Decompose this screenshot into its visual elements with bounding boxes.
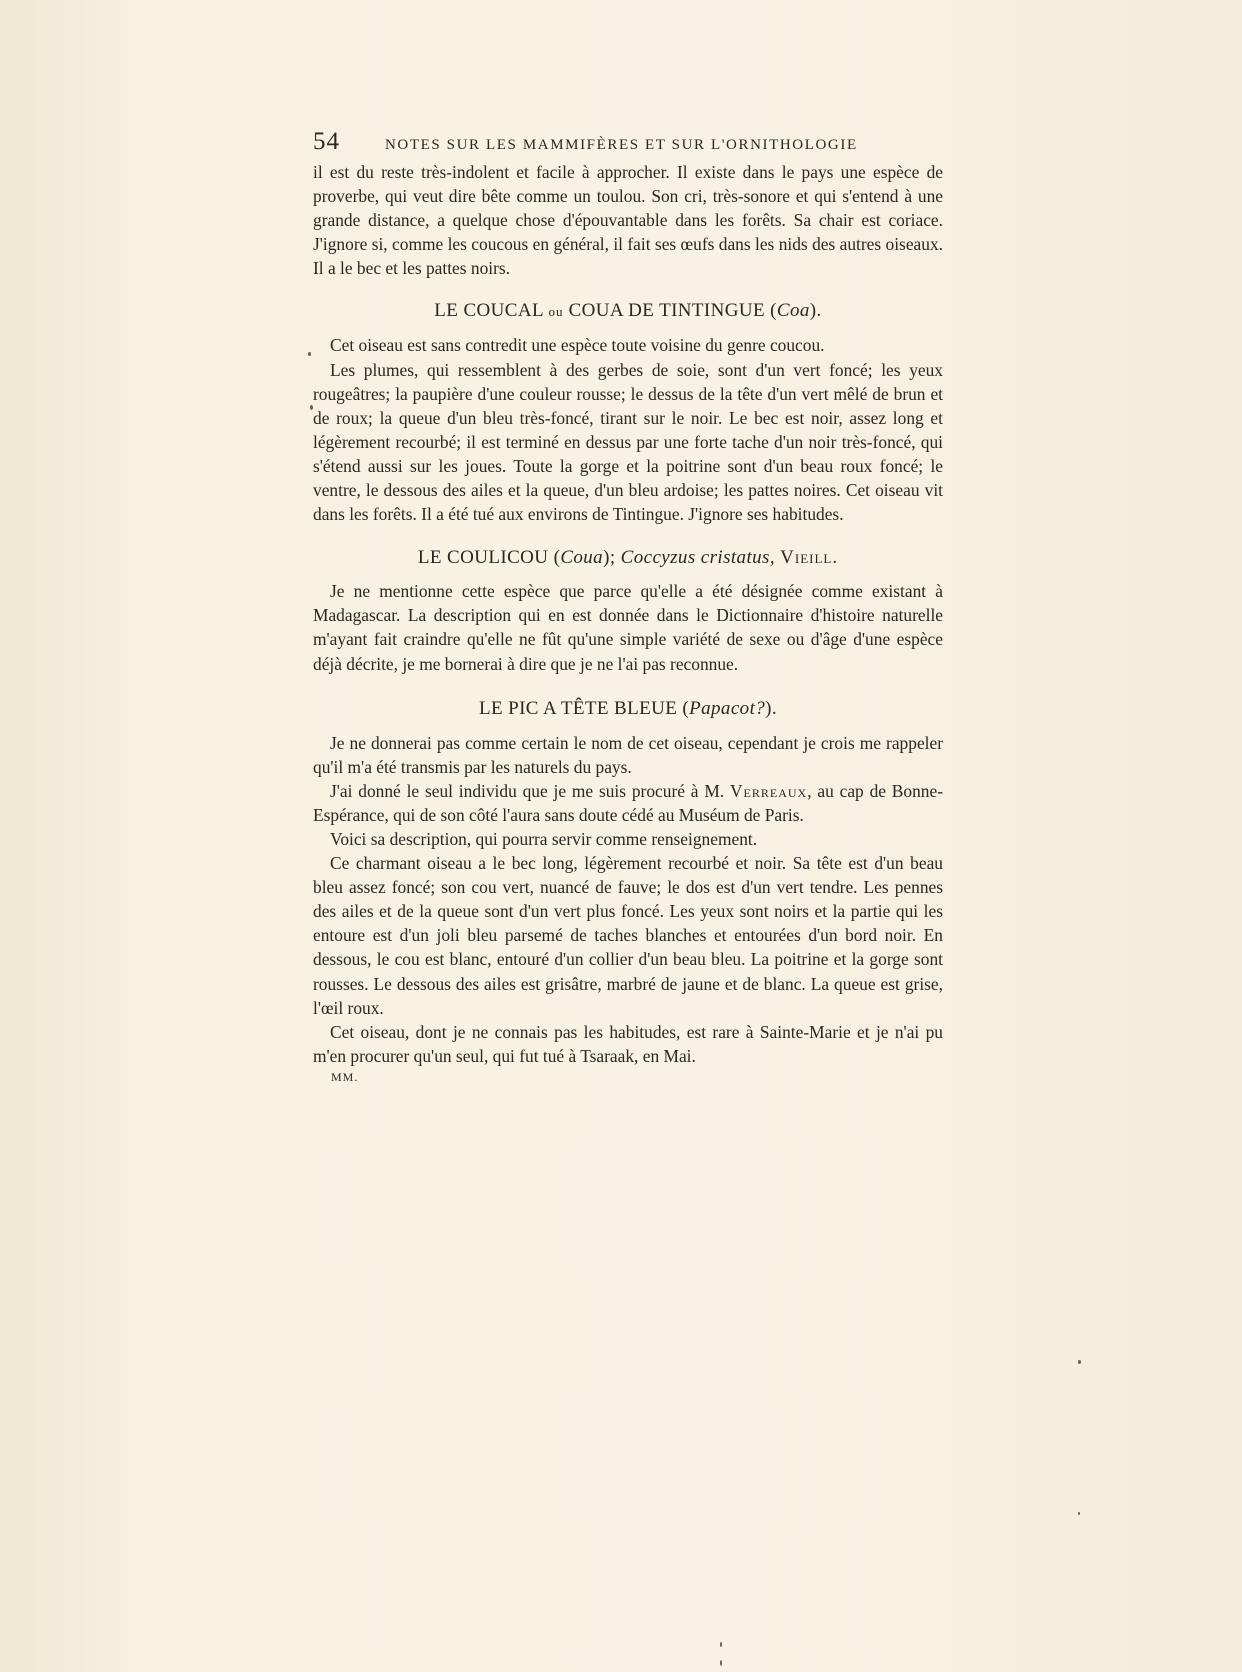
running-title: NOTES SUR LES MAMMIFÈRES ET SUR L'ORNITHOLOGIE <box>385 137 858 153</box>
verreaux-before: J'ai donné le seul individu que je me suis procuré à M. <box>330 780 730 801</box>
heading-author: Vieill. <box>780 547 839 569</box>
running-head <box>313 128 943 160</box>
paragraph: Je ne donnerai pas comme certain le nom de cet oiseau, cependant je crois me rappeler qu'il m'a été transmis par les naturels du pays. <box>313 732 943 777</box>
paragraph: Je ne mentionne cette espèce que parce qu'elle a été désignée comme existant à Madagascar. La description qui en est donnée dans le Dictionnaire d'histoire naturelle m'ayant fait craindre qu'elle ne fût qu'une simple variété de sexe ou d'âge d'une espèce déjà décrite, je me bornerai à dire que je ne l'ai pas reconnue. <box>313 581 943 674</box>
page-number: 54 <box>313 128 340 155</box>
section-heading-coulicou: LE COULICOU (Coua); Coccyzus cristatus, Vieill. <box>417 547 839 569</box>
paper-speck <box>308 352 311 356</box>
heading-latin: Coua <box>560 547 604 569</box>
heading-main: LE COUCAL <box>434 300 544 322</box>
section-heading-coucal: LE COUCAL ou COUA DE TINTINGUE (Coa). <box>434 300 822 322</box>
section-heading-pic: LE PIC A TÊTE BLEUE (Papacot?). <box>478 697 778 719</box>
paper-speck <box>1078 1512 1080 1515</box>
heading-main: LE PIC A TÊTE BLEUE <box>478 697 678 719</box>
signature: MM. <box>331 1069 359 1084</box>
paper-speck <box>310 405 313 410</box>
paper-speck <box>720 1660 722 1666</box>
heading-main: LE COULICOU <box>417 547 549 569</box>
paragraph: Voici sa description, qui pourra servir comme renseignement. <box>330 828 758 849</box>
paper-speck <box>1078 1360 1081 1364</box>
person-name: Verreaux <box>729 780 808 801</box>
paragraph: Les plumes, qui ressemblent à des gerbes de soie, sont d'un vert foncé; les yeux rougeâtres; la paupière d'une couleur rousse; le dessus de la tête d'un vert mêlé de brun et de roux; la queue d'un bleu très-foncé, tirant sur le noir. Le bec est noir, assez long et légèrement recourbé; il est terminé en dessus par une forte tache d'un noir très-foncé, qui s'étend aussi sur les joues. Toute la gorge et la poitrine sont d'un beau roux foncé; le ventre, le dessous des ailes et la queue, d'un bleu ardoise; les pattes noires. Cet oiseau vit dans les forêts. Il a été tué aux environs de Tintingue. J'ignore ses habitudes. <box>313 359 943 525</box>
paragraph: Ce charmant oiseau a le bec long, légèrement recourbé et noir. Sa tête est d'un beau bleu assez foncé; son cou vert, nuancé de fauve; le dos est d'un vert tendre. Les pennes des ailes et de la queue sont d'un vert plus foncé. Les yeux sont noirs et la partie qui les entoure est d'un joli bleu parsemé de taches blanches et entourées d'un bord noir. En dessous, le cou est blanc, entouré d'un collier d'un beau bleu. La poitrine et la gorge sont rousses. Le dessous des ailes est grisâtre, marbré de jaune et de blanc. La queue est grise, l'œil roux. <box>313 853 943 1018</box>
paragraph: Cet oiseau est sans contredit une espèce toute voisine du genre coucou. <box>330 335 825 356</box>
heading-latin: Coa <box>776 300 810 322</box>
book-page <box>313 128 943 1086</box>
heading-connector: ou <box>548 304 564 320</box>
paragraph-verreaux <box>313 779 943 827</box>
heading-latin: Papacot? <box>689 697 766 719</box>
verreaux-after: , au cap de Bonne-Espérance, qui de son côté l'aura sans doute cédé au Muséum de Paris. <box>313 780 943 825</box>
heading-rest: COUA DE TINTINGUE <box>568 300 766 322</box>
heading-species: Coccyzus cristatus <box>620 547 770 569</box>
paper-speck <box>720 1642 722 1647</box>
paragraph: Cet oiseau, dont je ne connais pas les habitudes, est rare à Sainte-Marie et je n'ai pu m'en procurer qu'un seul, qui fut tué à Tsaraak, en Mai. <box>313 1021 943 1066</box>
intro-paragraph: il est du reste très-indolent et facile à approcher. Il existe dans le pays une espèce de proverbe, qui veut dire bête comme un toulou. Son cri, très-sonore et qui s'entend à une grande distance, a quelque chose d'épouvantable dans les forêts. Sa chair est coriace. J'ignore si, comme les coucous en général, il fait ses œufs dans les nids des autres oiseaux. Il a le bec et les pattes noirs. <box>313 162 943 279</box>
